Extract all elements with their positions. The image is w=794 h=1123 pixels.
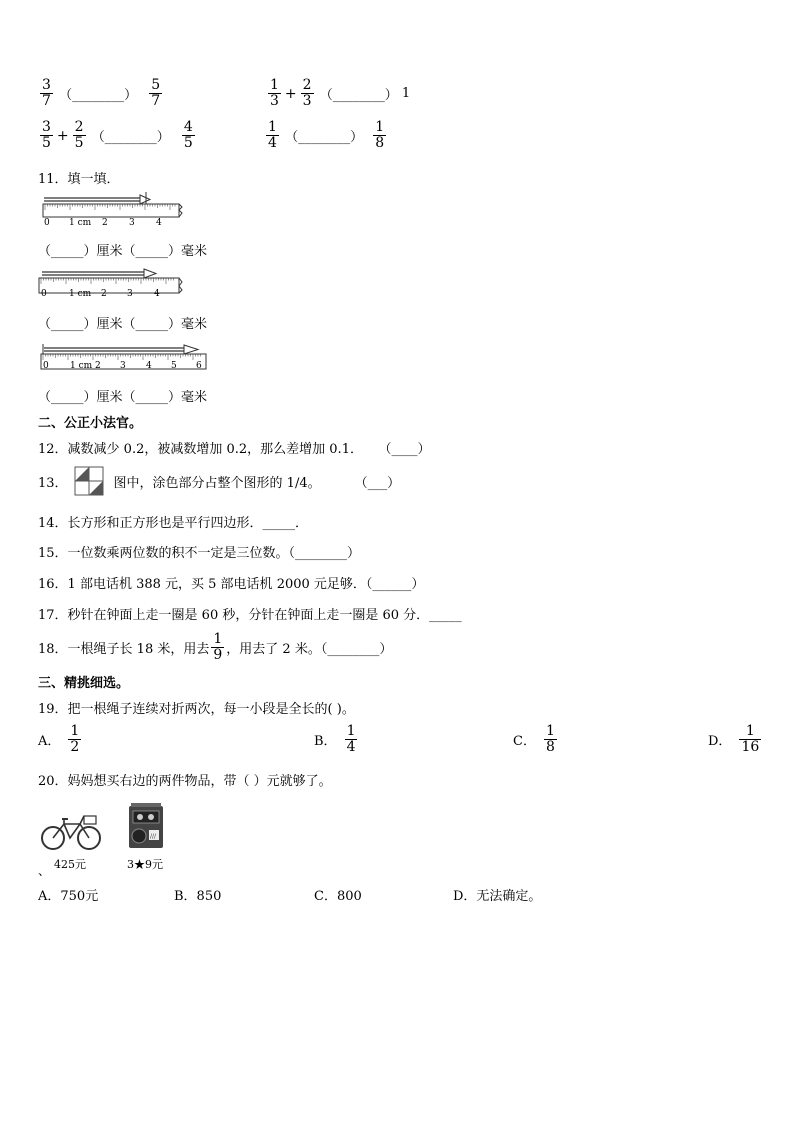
choice-c[interactable]: C． $\frac{1}{8}$	[513, 723, 555, 755]
question-text: 18．一根绳子长 18 米，用去	[38, 642, 210, 657]
question-number: 13．	[38, 475, 68, 491]
section-3-heading: 三、精挑细选。	[38, 676, 130, 691]
ruler-label: 1 cm	[70, 361, 93, 371]
ruler-2-answer	[38, 313, 207, 332]
question-text: ，用去了 2 米。（________）	[226, 642, 393, 657]
fraction: $\frac{2}{3}$	[302, 77, 312, 109]
fraction: $\frac{1}{9}$	[213, 631, 223, 663]
radio-price: 3★9元	[127, 858, 163, 871]
answer-blank[interactable]: （___）	[354, 475, 401, 491]
ruler-label: 2	[101, 289, 107, 299]
fraction: $\frac{4}{5}$	[183, 119, 193, 151]
question-14: 14．长方形和正方形也是平行四边形．_____．	[38, 516, 309, 531]
answer-blank[interactable]: （____）	[384, 442, 431, 457]
fraction: $\frac{1}{4}$	[346, 723, 356, 755]
ruler-label: 3	[120, 361, 126, 371]
answer-blank[interactable]: （________）	[59, 88, 138, 103]
mm-blank[interactable]: 厘米（_____）	[96, 244, 182, 259]
ruler-label: 1 cm	[69, 218, 92, 226]
answer-blank[interactable]: （________）	[285, 130, 364, 145]
mm-blank[interactable]: 厘米（_____）	[96, 390, 182, 405]
svg-text:///: ///	[150, 833, 157, 840]
cm-blank[interactable]: （_____）	[38, 390, 97, 405]
fraction: $\frac{3}{5}$	[42, 119, 51, 151]
radio-icon	[127, 802, 165, 850]
fraction: $\frac{1}{3}$	[270, 77, 279, 109]
ruler-label: 4	[154, 289, 160, 299]
ruler-label: 0	[44, 218, 50, 226]
unit-label: 毫米	[181, 317, 208, 332]
ruler-label: 6	[196, 361, 202, 371]
square-figure	[74, 466, 104, 496]
number-one: 1	[401, 86, 411, 101]
fraction: $\frac{5}{7}$	[151, 77, 161, 109]
choice-d[interactable]: D． $\frac{1}{16}$	[708, 723, 760, 755]
bicycle-icon	[40, 808, 102, 852]
choice-c[interactable]: C．800	[314, 889, 362, 904]
fraction: $\frac{1}{8}$	[375, 119, 385, 151]
question-19: 19．把一根绳子连续对折两次，每一小段是全长的( )。	[38, 702, 355, 717]
ruler-label: 0	[43, 361, 49, 371]
plus-sign: +	[56, 127, 69, 144]
compare-row-1-right	[266, 78, 410, 109]
ruler-label: 0	[41, 289, 47, 299]
unit-label: 毫米	[181, 390, 208, 405]
compare-row-2-left	[38, 120, 197, 151]
answer-blank[interactable]: （________）	[319, 88, 398, 103]
ruler-label: 5	[171, 361, 177, 371]
compare-row-1-left	[38, 78, 164, 109]
ruler-label: 4	[146, 361, 152, 371]
list-mark: 、	[38, 864, 51, 878]
ruler-3	[40, 340, 210, 374]
ruler-label: 2	[95, 361, 101, 371]
unit-label: 毫米	[181, 244, 208, 259]
ruler-label: 3	[127, 289, 133, 299]
question-18	[38, 632, 392, 663]
radio-item	[127, 802, 165, 854]
question-15: 15．一位数乘两位数的积不一定是三位数。（________）	[38, 546, 361, 561]
fraction: $\frac{1}{4}$	[268, 119, 277, 151]
question-13	[38, 466, 400, 496]
ruler-1	[42, 192, 184, 226]
ruler-2	[38, 266, 183, 300]
question-16: 16．1 部电话机 388 元，买 5 部电话机 2000 元足够．（______）	[38, 577, 425, 592]
question-text: 12．减数减少 0.2，被减数增加 0.2，那么差增加 0.1．	[38, 442, 363, 457]
plus-sign: +	[284, 85, 297, 102]
choice-b[interactable]: B．850	[174, 889, 222, 904]
choice-a[interactable]: A．750元	[38, 889, 99, 904]
question-20: 20．妈妈想买右边的两件物品，带（ ）元就够了。	[38, 774, 332, 789]
compare-row-2-right	[264, 120, 388, 151]
question-11-title: 11．填一填．	[38, 172, 120, 187]
bicycle-price: 425元	[54, 858, 86, 871]
fraction: $\frac{3}{7}$	[42, 77, 51, 109]
ruler-label: 1 cm	[69, 289, 92, 299]
cm-blank[interactable]: （_____）	[38, 244, 97, 259]
fraction: $\frac{1}{16}$	[741, 723, 760, 755]
fraction: $\frac{1}{2}$	[70, 723, 80, 755]
question-text: 图中，涂色部分占整个图形的 1/4。	[113, 475, 321, 491]
question-17: 17．秒针在钟面上走一圈是 60 秒，分针在钟面上走一圈是 60 分．_____	[38, 608, 462, 623]
choice-a[interactable]: A． $\frac{1}{2}$	[38, 723, 80, 755]
ruler-label: 4	[156, 218, 162, 226]
fraction: $\frac{1}{8}$	[545, 723, 555, 755]
section-2-heading: 二、公正小法官。	[38, 416, 143, 431]
answer-blank[interactable]: （________）	[91, 130, 170, 145]
cm-blank[interactable]: （_____）	[38, 317, 97, 332]
fraction: $\frac{2}{5}$	[74, 119, 84, 151]
bicycle-item	[40, 808, 102, 856]
question-12	[38, 438, 430, 457]
mm-blank[interactable]: 厘米（_____）	[96, 317, 182, 332]
choice-b[interactable]: B． $\frac{1}{4}$	[314, 723, 356, 755]
ruler-3-answer	[38, 386, 207, 405]
choice-d[interactable]: D．无法确定。	[453, 889, 542, 904]
ruler-label: 2	[102, 218, 108, 226]
ruler-label: 3	[129, 218, 135, 226]
ruler-1-answer	[38, 240, 207, 259]
